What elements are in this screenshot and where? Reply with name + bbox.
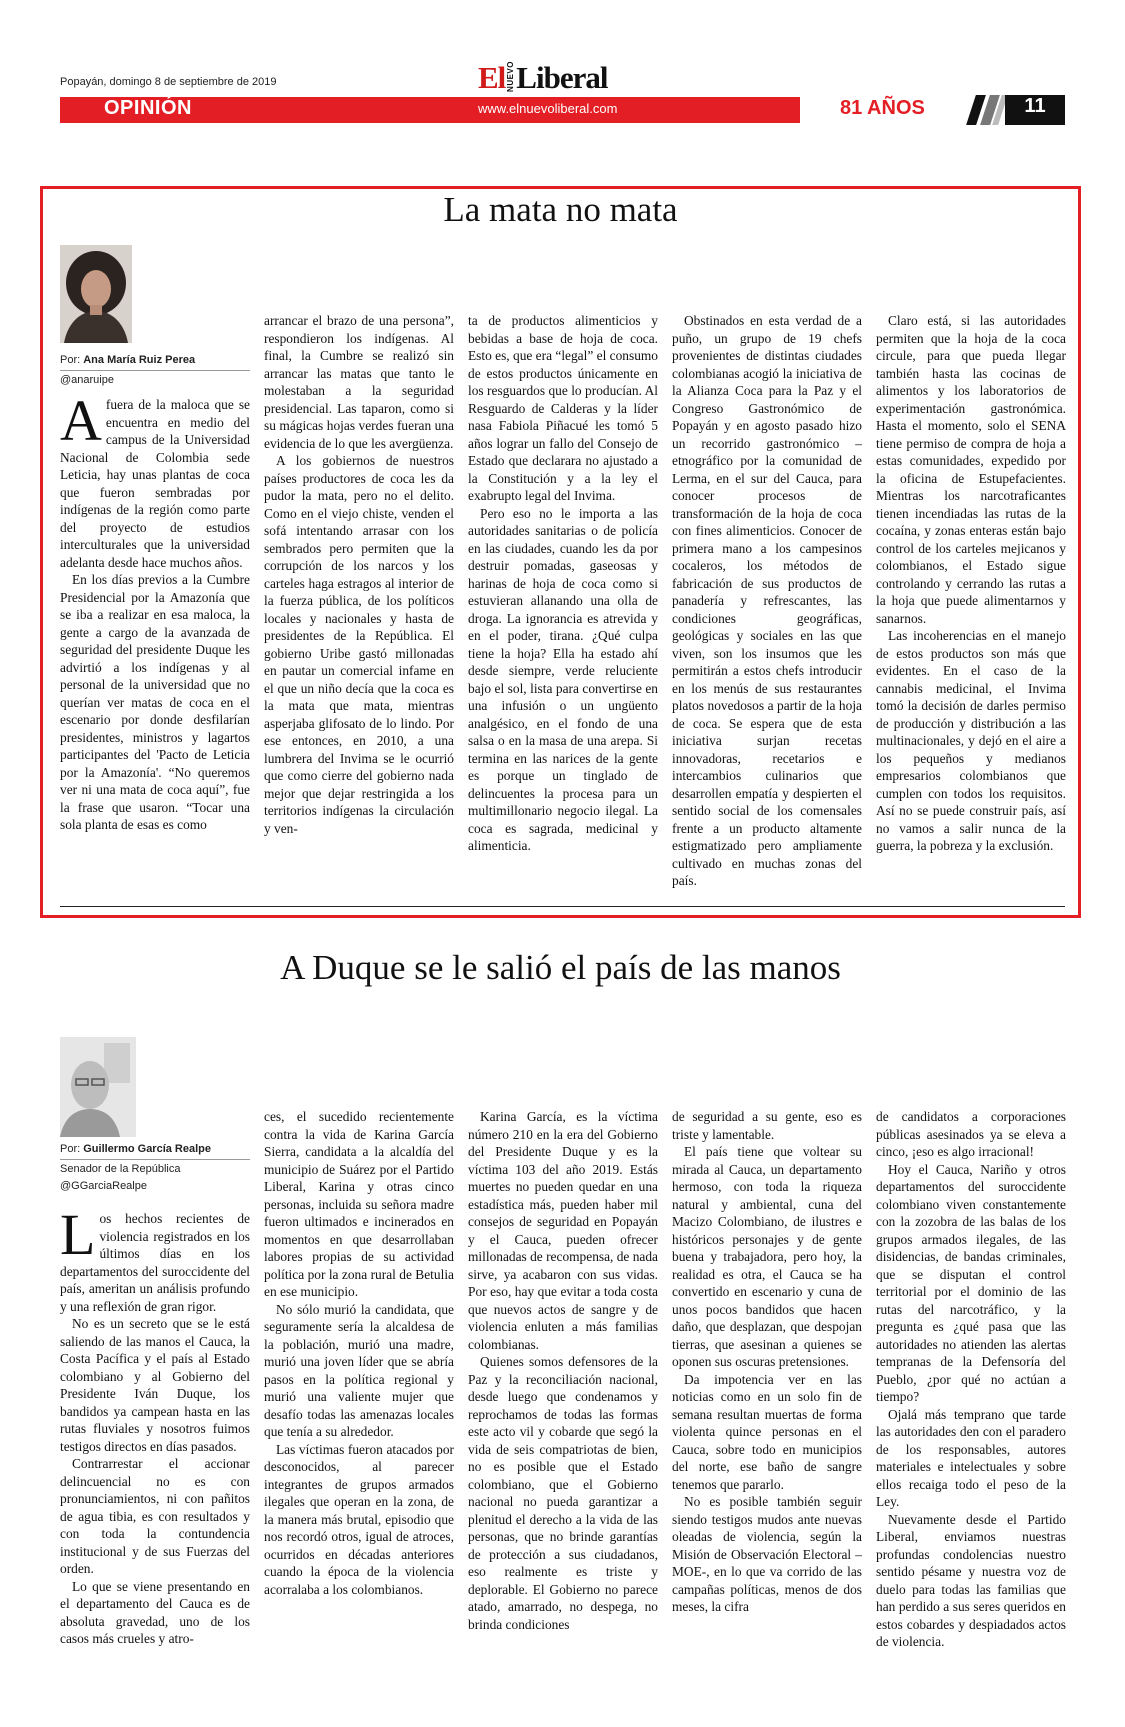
article-1-column-1 — [60, 388, 250, 858]
article-2-column-1 — [60, 1202, 250, 1655]
website-url[interactable]: www.elnuevoliberal.com — [478, 101, 618, 116]
article-1-paragraph: A los gobiernos de nuestros países productores de coca les da pudor la mata, pero no el delito. Como en el viejo chiste, venden el sofá intentando arrasar con los sembrados pero permiten que la corrupción de los narcos y los carteles haga estragos al interior de la fuerza pública, de los políticos locales y nacionales y hasta de presidentes de la República. El gobierno Uribe gastó millonadas en pautar un comercial infame en el que un niño decía que la coca es la mata que mata, mientras asperjaba glifosato de lo lindo. Por ese entonces, en 2010, a una lumbrera del Invima se le ocurrió que como cierre del gobierno nada mejor que dejar restringida a los territorios indígenas la circulación y ven- — [264, 453, 454, 836]
article-1-paragraph: En los días previos a la Cumbre Presidencial por la Amazonía que se iba a realizar en esa maloca, la gente a cargo de la avanzada de seguridad del presidente Duque les advirtió a los indígenas y al personal de la universidad que no querían ver matas de coca en el escenario por donde desfilarían presidentes, ministros y lagartos participantes del 'Pacto de Leticia por la Amazonía'. “No queremos ver ni una mata de coca aquí”, fue la frase que usaron. “Tocar una sola planta de esas es como — [60, 572, 250, 832]
article-2-column-2 — [264, 1108, 454, 1655]
article-2-paragraph: de seguridad a su gente, eso es triste y lamentable. — [672, 1109, 862, 1142]
article-2-paragraph: ces, el sucedido recientemente contra la vida de Karina García Sierra, candidata a la alcaldía del municipio de Suárez por el Partido Liberal, Karina y otras cinco personas, incluida su señora madre fueron ultimados e incinerados en momentos en que desarrollaban labores propias de su actividad política por la zona rural de Betulia en ese municipio. — [264, 1109, 454, 1299]
author-2-prefix: Por: — [60, 1143, 84, 1155]
author-2-photo — [60, 1037, 136, 1137]
author-2-name: Guillermo García Realpe — [83, 1143, 212, 1155]
article-1-paragraph: Las incoherencias en el manejo de estos productos son más que evidentes. En el caso de la cannabis medicinal, el Invima tomó la decisión de darles permiso de producción y distribución a las multinacionales, y dejó en el aire a los pequeños y medianos empresarios colombianos que cumplen con todos los requisitos. Así no se puede construir país, así no vamos a salir nunca de la guerra, la pobreza y la exclusión. — [876, 628, 1066, 853]
article-1-paragraph: Obstinados en esta verdad de a puño, un grupo de 19 chefs provenientes de distintas ciudades colombianas acogió la iniciativa de la Alianza Coca para la Paz y el Congreso Gastronómico de Popayán y en agosto pasado hizo un recorrido gastronómico – etnográfico por la comunidad de Lerma, en el sur del Cauca, para conocer procesos de transformación de la hoja de coca con fines alimenticios. Conocer de primera mano a los campesinos cocaleros, los métodos de fabricación de sus productos de panadería y refrescantes, las condiciones geográficas, geológicas y sociales en las que viven, son los insumos que les permitirán a estos chefs introducir en los menús de sus restaurantes platos novedosos a partir de la hoja de coca. Se espera que de esta iniciativa surjan recetas innovadoras, recetarios e intercambios culinarios que desarrollen empatía y despierten el sentido social de los comensales frente a un producto altamente estigmatizado pero ampliamente cultivado en muchas zonas del país. — [672, 313, 862, 888]
article-2-column-4 — [672, 1108, 862, 1655]
author-1-prefix: Por: — [60, 354, 84, 366]
article-1-paragraph: arrancar el brazo de una persona”, respondieron los indígenas. Al final, la Cumbre se realizó sin arrancar las matas que tanto le molestaban a la seguridad presidencial. Las taparon, como si su mágicas hojas verdes fueran una evidencia de lo que les avergüenza. — [264, 313, 454, 451]
author-2-byline — [60, 1141, 250, 1195]
author-portrait-icon — [60, 245, 132, 343]
author-1-name: Ana María Ruiz Perea — [83, 354, 196, 366]
article-2-paragraph: Da impotencia ver en las noticias como en un solo fin de semana resultan muertas de forma violenta quince personas en el Cauca, sobre todo en municipios del norte, ese baño de sangre tenemos que pararlo. — [672, 1371, 862, 1492]
article-2-paragraph: Ojalá más temprano que tarde las autoridades den con el paradero de los responsables, autores materiales e intelectuales y sobre ellos recaiga todo el peso de la Ley. — [876, 1406, 1066, 1509]
article-2-paragraph: No es posible también seguir siendo testigos mudos ante nuevas oleadas de violencia, según la Misión de Observación Electoral –MOE-, en lo que va corrido de las campañas políticas, menos de dos meses, la cifra — [672, 1494, 862, 1614]
article-1-paragraph: ta de productos alimenticios y bebidas a base de hoja de coca. Esto es, que era “legal” el consumo de estos productos únicamente en los resguardos que lo producían. Al Resguardo de Calderas y la líder nasa Fabiola Piñacué les tomó 5 años lograr un fallo del Consejo de Estado que declarara no ajustado a la Constitución y a la ley el exabrupto legal del Invima. — [468, 313, 658, 503]
issue-date: Popayán, domingo 8 de septiembre de 2019 — [60, 76, 277, 88]
article-2-paragraph: Quienes somos defensores de la Paz y la reconciliación nacional, desde luego que condenamos y reprochamos de todas las formas este acto vil y cobarde que segó la vida de seis compatriotas de bien, no es posible que el Estado colombiano, que el Gobierno nacional no pueda garantizar a plenitud el derecho a la vida de las personas, que no brinde garantías de protección a sus ciudadanos, eso realmente es triste y deplorable. El Gobierno no parece atado, amarrado, no despega, no brinda condiciones — [468, 1354, 658, 1632]
article-2-title: A Duque se le salió el país de las manos — [280, 948, 841, 987]
article-1-column-3 — [468, 312, 658, 858]
article-2-column-5 — [876, 1108, 1066, 1655]
article-2-paragraph: Lo que se viene presentando en el departamento del Cauca es de absoluta gravedad, uno de los casos más crueles y atro- — [60, 1578, 250, 1646]
article-1-column-5 — [876, 312, 1066, 858]
article-2-paragraph: Los hechos recientes de violencia registrados en los últimos días en los departamentos del suroccidente del país, ameritan un análisis profundo y una reflexión de gran rigor. — [60, 1202, 250, 1314]
author-2-role: Senador de la República — [60, 1163, 181, 1175]
article-2-paragraph: de candidatos a corporaciones públicas asesinados ya se eleva a cinco, ¡eso es algo irracional! — [876, 1109, 1066, 1159]
article-2-paragraph: Hoy el Cauca, Nariño y otros departamentos del suroccidente colombiano viven constantemente con la zozobra de las balas de los grupos armados ilegales, de las disidencias, de bandas criminales, que se disputan el control territorial por el dominio de las rutas del narcotráfico, y la pregunta es ¿qué pasa que las autoridades no atienden las alertas tempranas de la Defensoría del Pueblo, ¿por qué no actúan a tiempo? — [876, 1161, 1066, 1404]
article-divider — [60, 906, 1065, 907]
article-2-column-3 — [468, 1108, 658, 1655]
author-1-photo — [60, 245, 132, 343]
author-portrait-icon — [60, 1037, 136, 1137]
article-2-paragraph: Las víctimas fueron atacados por desconocidos, al parecer integrantes de grupos armados ilegales que operan en la zona, de la manera más brutal, episodio que nos recordó otros, igual de atroces, ocurridos en décadas anteriores cuando la época de la violencia acorralaba a los colombianos. — [264, 1441, 454, 1597]
article-1-column-2 — [264, 312, 454, 858]
article-2-paragraph: No sólo murió la candidata, que seguramente sería la alcaldesa de la población, murió una madre, murió una joven líder que se abría pasos en la política regional y murió una valiente mujer que desafío todas las amenazas locales que tenía a su alrededor. — [264, 1301, 454, 1439]
article-1-title: La mata no mata — [443, 190, 678, 229]
article-1-paragraph: Afuera de la maloca que se encuentra en medio del campus de la Universidad Nacional de Colombia sede Leticia, hay unas plantas de coca que fueron sembradas por indígenas de la región como parte del proyecto de estudios interculturales que la universidad adelanta desde hace muchos años. — [60, 388, 250, 570]
page-number: 11 — [1005, 95, 1065, 125]
article-2-paragraph: No es un secreto que se le está saliendo de las manos el Cauca, la Costa Pacífica y el país al Estado colombiano y al Gobierno del Presidente Iván Duque, los bandidos ya campean hasta en las rutas fluviales y nosotros fuimos testigos directos en días pasados. — [60, 1316, 250, 1454]
section-label: OPINIÓN — [104, 97, 192, 119]
article-1-paragraph: Claro está, si las autoridades permiten que la hoja de la coca circule, para que pueda llegar también hasta las cocinas de alimentos y los laboratorios de experimentación gastronómica. Hasta el momento, solo el SENA tiene permiso de compra de hoja a estas comunidades, expedido por la oficina de Estupefacientes. Mientras los narcotraficantes tienen incendiadas las rutas de la cocaína, y zonas enteras están bajo control de los carteles mejicanos y colombianos, el Estado sigue controlando y cerrando las rutas a la hoja que puede alimentarnos y sanarnos. — [876, 313, 1066, 626]
logo-el: El — [478, 60, 506, 95]
author-1-byline — [60, 352, 250, 389]
article-2-paragraph: Contrarrestar el accionar delincuencial no es con pronunciamientos, ni con pañitos de agua tibia, es con resultados y con toda la contundencia institucional y de sus Fuerzas del orden. — [60, 1456, 250, 1576]
article-1-column-4 — [672, 312, 862, 888]
author-1-handle[interactable]: @anaruipe — [60, 374, 114, 386]
article-2-paragraph: Karina García, es la víctima número 210 en la era del Gobierno del Presidente Duque y es la víctima 103 del año 2019. Estás muertes no pueden quedar en una estadística más, pueden haber mil consejos de seguridad en Popayán y el Cauca, pueden ofrecer millonadas de recompensa, de nada sirve, ya acabaron con sus vidas. Por eso, hay que evitar a toda costa que nuevos actos de sangre y de violencia enluten a más familias colombianas. — [468, 1109, 658, 1352]
logo-nuevo: NUEVO — [506, 61, 516, 92]
logo-liberal: Liberal — [516, 60, 608, 95]
author-2-handle[interactable]: @GGarciaRealpe — [60, 1180, 147, 1192]
anniversary-label: 81 AÑOS — [840, 97, 925, 119]
article-1-paragraph: Pero eso no le importa a las autoridades sanitarias o de policía en las ciudades, cuando les da por destruir pomadas, gaseosas y harinas de hoja de coca como si estuvieran allanando una olla de droga. La ignorancia es atrevida y en el poder, tirana. ¿Qué culpa tiene la hoja? Ella ha estado ahí desde siempre, verde reluciente bajo el sol, lista para convertirse en una infusión o un ungüento analgésico, en el fondo de una salsa o en la masa de una arepa. Si termina en las narices de la gente es porque un tinglado de delincuentes la procesa para un multimillonario negocio ilegal. La coca es sagrada, medicinal y alimenticia. — [468, 505, 658, 853]
newspaper-logo[interactable] — [478, 58, 607, 96]
article-2-paragraph: Nuevamente desde el Partido Liberal, enviamos nuestras profundas condolencias nuestro sentido pésame y nuestra voz de duelo para todas las familias que han perdido a sus seres queridos en estos cobardes y despiadados actos de violencia. — [876, 1511, 1066, 1649]
article-2-paragraph: El país tiene que voltear su mirada al Cauca, un departamento hermoso, con toda la riqueza natural y ambiental, cuna del Macizo Colombiano, de ilustres e históricos personajes y de gente buena y trabajadora, pero hoy, la realidad es otra, el Cauca se ha convertido en escenario y cuna de unos pocos bandidos que hacen daño, que desplazan, que despojan tierras, que asesinan a quienes se oponen sus oscuras pretensiones. — [672, 1144, 862, 1369]
